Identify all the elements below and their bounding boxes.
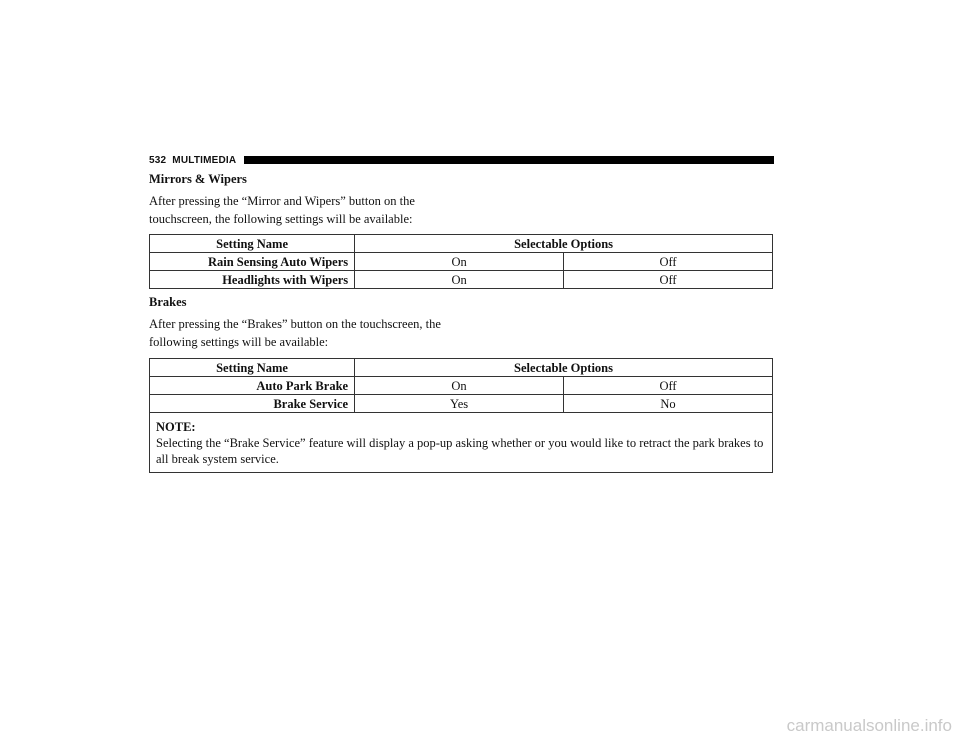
table-header-row xyxy=(150,235,773,253)
column-header-setting: Setting Name xyxy=(150,359,355,377)
brakes-heading: Brakes xyxy=(149,295,187,309)
page-header xyxy=(149,153,774,167)
note-cell xyxy=(150,413,773,473)
option-cell: No xyxy=(564,395,773,413)
table-row xyxy=(150,253,773,271)
header-rule xyxy=(244,156,774,164)
section-title: MULTIMEDIA xyxy=(172,154,237,166)
column-header-options: Selectable Options xyxy=(355,235,773,253)
mirrors-heading: Mirrors & Wipers xyxy=(149,172,247,186)
setting-name: Rain Sensing Auto Wipers xyxy=(150,253,355,271)
setting-name: Brake Service xyxy=(150,395,355,413)
table-row xyxy=(150,395,773,413)
option-cell: On xyxy=(355,253,564,271)
brakes-settings-table xyxy=(149,358,773,473)
note-text: Selecting the “Brake Service” feature will display a pop-up asking whether or you would like to retract the park brakes to all break system service. xyxy=(156,436,764,466)
table-row xyxy=(150,271,773,289)
setting-name: Headlights with Wipers xyxy=(150,271,355,289)
page-number: 532 xyxy=(149,154,167,166)
mirrors-intro: After pressing the “Mirror and Wipers” button on the touchscreen, the following settings will be available: xyxy=(149,194,415,226)
option-cell: Off xyxy=(564,377,773,395)
watermark-logo: carmanualsonline.info xyxy=(786,716,952,735)
column-header-options: Selectable Options xyxy=(355,359,773,377)
option-cell: Yes xyxy=(355,395,564,413)
table-row xyxy=(150,377,773,395)
column-header-setting: Setting Name xyxy=(150,235,355,253)
option-cell: Off xyxy=(564,253,773,271)
mirrors-settings-table xyxy=(149,234,773,289)
note-label: NOTE: xyxy=(156,420,196,434)
option-cell: On xyxy=(355,271,564,289)
option-cell: Off xyxy=(564,271,773,289)
table-header-row xyxy=(150,359,773,377)
note-row xyxy=(150,413,773,473)
brakes-intro: After pressing the “Brakes” button on the touchscreen, the following settings will be available: xyxy=(149,317,441,349)
setting-name: Auto Park Brake xyxy=(150,377,355,395)
option-cell: On xyxy=(355,377,564,395)
